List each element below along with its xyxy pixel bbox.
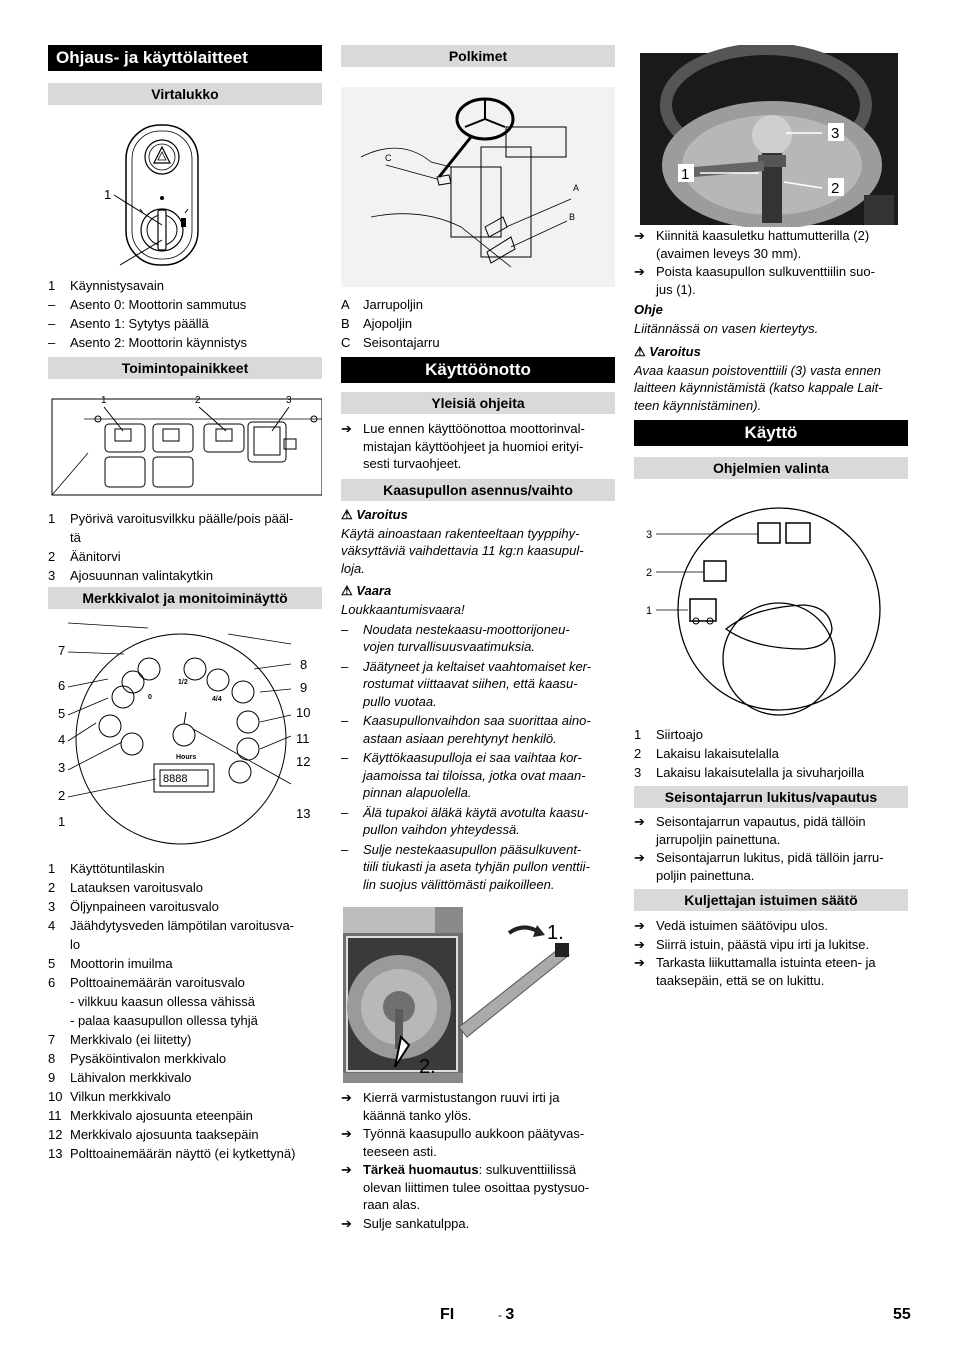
arrow-icon: ➔ [634,936,645,952]
legend-item [48,1049,322,1068]
legend-text: Polttoainemäärän näyttö (ei kytkettynä) [70,1146,296,1161]
svg-text:3: 3 [831,125,840,142]
svg-text:3: 3 [58,760,66,775]
danger-item: – Käyttökaasupulloja ei saa vaihtaa kor- jaamoissa tai tiloissa, jotka ovat maan- pinnan alapuolella. [341,750,586,800]
function-buttons-figure [48,379,322,505]
legend-text: Äänitorvi [70,549,121,564]
legend-text: Asento 0: Moottorin sammutus [70,297,247,312]
svg-text:13: 13 [296,806,311,821]
arrow-icon: ➔ [341,1126,352,1141]
legend-item [48,1106,322,1125]
svg-text:0: 0 [148,694,152,701]
legend-key: 2 [634,746,642,761]
legend-key: 1 [48,861,56,876]
legend-key [48,992,70,1011]
instruction-step: ➔ Sulje sankatulppa. [341,1215,470,1231]
svg-text:11: 11 [296,731,310,746]
subheading-parking-brake: Seisontajarrun lukitus/vapautus [634,786,908,808]
legend-text: Ajopoljin [363,316,413,331]
subheading-general: Yleisiä ohjeita [341,392,615,414]
legend-item [634,744,908,763]
subheading-program-selection: Ohjelmien valinta [634,457,908,479]
indicator-legend [48,859,322,1163]
instruction-step: ➔ Vedä istuimen säätövipu ulos. [634,918,828,933]
legend-text: Asento 1: Sytytys päällä [70,316,209,331]
dash-bullet: – [341,804,349,820]
dash-bullet: – [341,750,349,765]
pedals-legend [341,295,615,352]
callout-1: 1 [104,187,112,202]
legend-text: - palaa kaasupullon ollessa tyhjä [70,1013,258,1028]
instruction-step: ➔ Tärkeä huomautus: sulkuventtiilissä olevan liittimen tulee osoittaa pystysuo- raan alas. [341,1162,590,1212]
subheading-function-buttons: Toimintopainikkeet [48,357,322,379]
ignition-figure [48,105,322,270]
legend-text: Pyörivä varoitusvilkku päälle/pois pääl- tä [70,511,294,545]
svg-text:7: 7 [58,643,66,658]
svg-text:6: 6 [58,678,66,693]
legend-key: 1 [48,511,56,526]
legend-item [48,859,322,878]
subheading-indicator-lights: Merkkivalot ja monitoiminäyttö [48,587,322,609]
arrow-icon: ➔ [634,264,645,279]
dash-bullet: – [341,658,349,674]
column-3 [634,45,908,990]
danger-item: – Noudata nestekaasu-moottorijoneu- vojen turvallisuusvaatimuksia. [341,621,570,654]
legend-item [48,566,322,585]
legend-text: Jäähdytysveden lämpötilan varoitusva- lo [70,918,295,952]
warning-text: Avaa kaasun poistoventtiili (3) vasta ennen laitteen käynnistämistä (katso kappale Lait- teen käynnistäminen). [634,362,883,413]
legend-text: Vilkun merkkivalo [70,1089,171,1104]
function-buttons-legend [48,509,322,585]
legend-item [634,725,908,744]
svg-text:8: 8 [300,657,308,672]
ignition-legend [48,276,322,352]
svg-text:9: 9 [300,680,308,695]
column-1 [48,45,322,1163]
instruction-step: ➔ Seisontajarrun lukitus, pidä tällöin jarru- poljin painettuna. [634,850,884,883]
svg-text:1: 1 [101,395,107,406]
legend-text: Ajosuunnan valintakytkin [70,568,214,583]
legend-key: B [341,316,350,331]
general-instruction: ➔ Lue ennen käyttöönottoa moottorinval- mistajan käyttöohjeet ja huomioi erityi- sesti turvaohjeet. [341,421,585,471]
svg-text:C: C [385,153,392,163]
legend-text: Lähivalon merkkivalo [70,1070,192,1085]
note-text: Liitännässä on vasen kierteytys. [634,321,819,336]
footer-page-number: 55 [893,1306,911,1323]
svg-text:8888: 8888 [163,773,188,785]
svg-text:2: 2 [58,788,66,803]
legend-text: Käyttötuntilaskin [70,861,165,876]
indicator-figure [48,609,322,859]
legend-key: 12 [48,1127,63,1142]
legend-item [48,973,322,992]
arrow-icon: ➔ [341,1090,352,1105]
svg-text:1/2: 1/2 [178,679,188,686]
arrow-icon: ➔ [634,228,645,243]
warning-triangle-icon: ⚠ [341,583,353,598]
arrow-icon: ➔ [634,918,645,933]
legend-key: 1 [48,278,56,293]
svg-text:1: 1 [646,605,653,617]
legend-key: 3 [634,765,642,780]
legend-text: Moottorin imuilma [70,956,173,971]
note-title: Ohje [634,302,663,317]
legend-item [48,314,322,333]
legend-key: 13 [48,1146,63,1161]
arrow-icon: ➔ [341,1215,352,1231]
svg-text:3: 3 [646,529,653,541]
warning-title: ⚠ Varoitus [341,506,408,522]
gas-bottle-photo-illustration [341,897,615,1083]
legend-key: 9 [48,1070,56,1085]
program-selector-illustration [634,479,908,725]
dash-bullet: – [341,621,349,637]
footer-subpage: - 3 [498,1306,515,1323]
legend-key: 5 [48,956,56,971]
arrow-icon: ➔ [634,814,645,829]
legend-text: Öljynpaineen varoitusvalo [70,899,219,914]
gas-connection-photo-illustration [634,45,908,227]
legend-item [48,954,322,973]
legend-item [48,1144,322,1163]
dash-bullet: – [341,841,349,857]
legend-key: 2 [48,880,56,895]
legend-key [48,1011,70,1030]
legend-item [48,916,322,954]
svg-text:2: 2 [646,567,653,579]
svg-text:2: 2 [831,180,840,197]
legend-item [48,276,322,295]
svg-text:5: 5 [58,706,66,721]
legend-item [341,314,615,333]
pedals-figure [341,67,615,289]
danger-text: Loukkaantumisvaara! [341,602,465,617]
danger-item: – Älä tupakoi äläkä käytä avotulta kaasu- pullon vaihdon yhteydessä. [341,804,589,837]
svg-text:2.: 2. [419,1056,436,1078]
program-selector-figure [634,479,908,725]
legend-item [48,992,322,1011]
legend-item [48,1125,322,1144]
gas-bottle-steps [341,1089,615,1232]
instruction-step: ➔ Siirrä istuin, päästä vipu irti ja lukitse. [634,936,870,952]
legend-key: – [48,335,56,350]
legend-text: Jarrupoljin [363,297,423,312]
legend-key: – [48,316,56,331]
legend-item [48,547,322,566]
legend-item [341,295,615,314]
instruction-step: ➔ Kiinnitä kaasuletku hattumutterilla (2) (avaimen leveys 30 mm). [634,228,870,261]
legend-key: 4 [48,918,56,933]
svg-text:B: B [569,212,576,222]
footer-subpage-number: 3 [505,1306,515,1323]
legend-text: Merkkivalo (ei liitetty) [70,1032,192,1047]
legend-key: – [48,297,56,312]
svg-text:4/4: 4/4 [212,696,222,703]
svg-text:A: A [573,183,580,193]
danger-list [341,621,615,894]
legend-text: Siirtoajo [656,727,703,742]
instruction-step: ➔ Tarkasta liikuttamalla istuinta eteen- ja taaksepäin, että se on lukittu. [634,955,876,988]
warning-triangle-icon: ⚠ [341,506,353,522]
legend-item [48,1011,322,1030]
legend-key: 6 [48,975,56,990]
parking-brake-steps [634,813,908,884]
function-buttons-illustration [48,379,322,505]
legend-key: 10 [48,1089,63,1104]
svg-text:Hours: Hours [176,754,197,761]
gas-bottle-photo [341,897,615,1083]
gas-connection-steps [634,227,908,298]
section-title-operation: Käyttö [634,420,908,446]
legend-text: Lakaisu lakaisutelalla [656,746,779,761]
seat-adjustment-steps [634,917,908,989]
legend-item [48,509,322,547]
svg-text:10: 10 [296,705,311,720]
legend-key: C [341,335,351,350]
arrow-icon: ➔ [634,955,645,970]
danger-item: – Sulje nestekaasupullon pääsulkuvent- tiili tiukasti ja aseta tyhjän pullon venttii- lin suojus välittömästi paikoilleen. [341,841,590,892]
section-title-controls: Ohjaus- ja käyttölaitteet [48,45,322,71]
ignition-switch-illustration [48,105,322,270]
subheading-ignition: Virtalukko [48,83,322,105]
legend-text: Asento 2: Moottorin käynnistys [70,335,248,350]
svg-text:12: 12 [296,754,311,769]
svg-text:2: 2 [195,395,201,406]
svg-text:1.: 1. [547,922,564,944]
legend-key: 2 [48,549,56,564]
instruction-step: ➔ Seisontajarrun vapautus, pidä tällöin jarrupoljin painettuna. [634,814,866,847]
legend-text: Latauksen varoitusvalo [70,880,203,895]
legend-text: Käynnistysavain [70,278,164,293]
column-2 [341,45,615,1233]
legend-item [48,1068,322,1087]
legend-item [48,1030,322,1049]
legend-item [48,897,322,916]
legend-text: Pysäköintivalon merkkivalo [70,1051,227,1066]
subheading-seat-adjustment: Kuljettajan istuimen säätö [634,889,908,911]
legend-text: - vilkkuu kaasun ollessa vähissä [70,994,255,1009]
svg-text:4: 4 [58,732,66,747]
instruction-step: ➔ Työnnä kaasupullo aukkoon päätyvas- teeseen asti. [341,1126,585,1159]
legend-text: Merkkivalo ajosuunta eteenpäin [70,1108,253,1123]
legend-key: A [341,297,350,312]
legend-item [48,1087,322,1106]
svg-text:3: 3 [286,395,292,406]
legend-item [48,878,322,897]
subheading-pedals: Polkimet [341,45,615,67]
warning-triangle-icon: ⚠ [634,343,646,359]
legend-key: 8 [48,1051,56,1066]
instruction-step: ➔ Poista kaasupullon sulkuventtiilin suo- jus (1). [634,264,875,297]
legend-text: Seisontajarru [363,335,440,350]
danger-item: – Jäätyneet ja keltaiset vaahtomaiset ker- rostumat viittaavat siihen, että kaasu- pullo vuotaa. [341,658,592,709]
warning-title: ⚠ Varoitus [634,343,701,359]
danger-item: – Kaasupullonvaihdon saa suorittaa aino- astaan asiaan perehtynyt henkilö. [341,713,591,746]
subheading-gas-bottle: Kaasupullon asennus/vaihto [341,479,615,501]
legend-key: 3 [48,568,56,583]
program-legend [634,725,908,782]
pedals-illustration [341,67,615,289]
gas-connection-photo [634,45,908,227]
arrow-icon: ➔ [341,421,352,436]
dash-bullet: – [341,713,349,728]
legend-item [634,763,908,782]
legend-item [48,333,322,352]
legend-key: 7 [48,1032,56,1047]
legend-item [48,295,322,314]
svg-text:1: 1 [58,814,66,829]
arrow-icon: ➔ [341,1162,352,1177]
legend-text: Lakaisu lakaisutelalla ja sivuharjoilla [656,765,865,780]
instruction-step: ➔ Kierrä varmistustangon ruuvi irti ja käännä tanko ylös. [341,1090,560,1123]
arrow-icon: ➔ [634,850,645,865]
legend-key: 3 [48,899,56,914]
legend-item [341,333,615,352]
legend-key: 1 [634,727,642,742]
section-title-commissioning: Käyttöönotto [341,357,615,383]
footer-language: FI [440,1306,455,1323]
danger-title: ⚠ Vaara [341,583,392,598]
legend-text: Polttoainemäärän varoitusvalo [70,975,245,990]
warning-text: Käytä ainoastaan rakenteeltaan tyyppihy- väksyttäviä vaihdettavia 11 kg:n kaasupul- loja. [341,525,584,576]
legend-text: Merkkivalo ajosuunta taaksepäin [70,1127,259,1142]
dashboard-gauge-illustration [48,609,322,859]
legend-key: 11 [48,1108,62,1123]
svg-text:1: 1 [681,166,690,183]
